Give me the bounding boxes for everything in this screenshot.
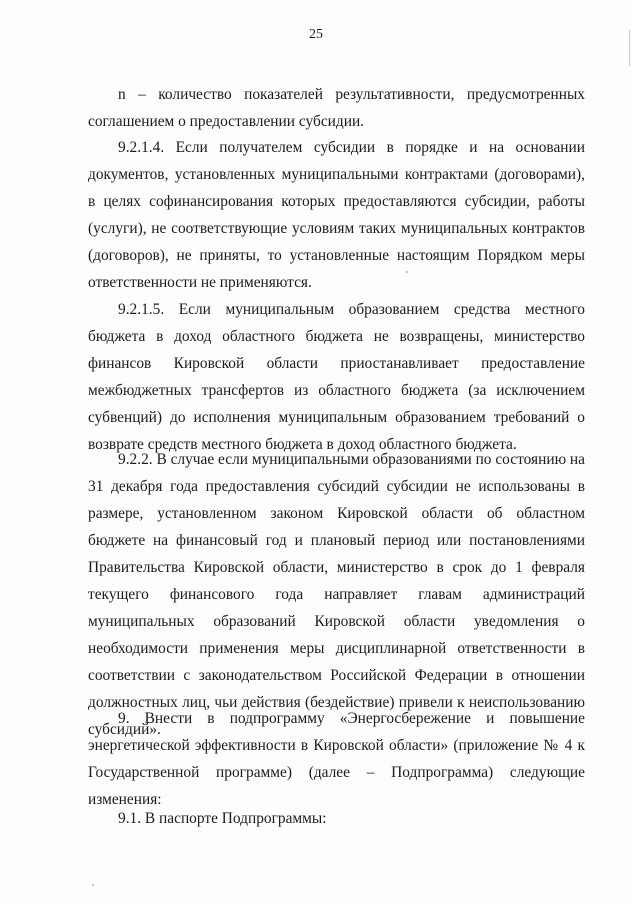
scan-speck xyxy=(406,271,408,273)
paragraph-1: n – количество показателей результативности, предусмотренных соглашением о предоставлении субсидии. xyxy=(88,86,585,130)
paragraph-9-1: 9.1. В паспорте Подпрограммы: xyxy=(118,810,327,827)
paragraph-9-2-1-5: 9.2.1.5. Если муниципальным образованием средства местного бюджета в доход областного бюджета не возвращены, министерство финансов Кировской области приостанавливает предоставление межбюджетных трансфертов из областного бюджета (за исключением субвенций) до исполнения муниципальным образованием требований о возврате средств местного бюджета в доход областного бюджета. xyxy=(88,301,585,453)
page-number: 25 xyxy=(309,27,323,42)
paragraph-9-2-2: 9.2.2. В случае если муниципальными образованиями по состоянию на 31 декабря года предоставления субсидий субсидии не использованы в размере, установленном законом Кировской области об областном бюджете на финансовый год и плановый период или постановлениями Правительства Кировской области, министерство в срок до 1 февраля текущего финансового года направляет главам администраций муниципальных образований Кировской области уведомления о необходимости применения меры дисциплинарной ответственности в соответствии с законодательством Российской Федерации в отношении должностных лиц, чьи действия (бездействие) привели к неиспользованию субсидий». xyxy=(88,451,585,738)
paragraph-9: 9. Внести в подпрограмму «Энергосбережение и повышение энергетической эффективности в Кировской области» (приложение № 4 к Государственной программе) (далее – Подпрограмма) следующие изменения: xyxy=(88,710,585,808)
paragraph-9-2-1-4: 9.2.1.4. Если получателем субсидии в порядке и на основании документов, установленных муниципальными контрактами (договорами), в целях софинансирования которых предоставляются субсидии, работы (услуги), не соответствующие условиям таких муниципальных контрактов (договоров), не приняты, то установленные настоящим Порядком меры ответственности не применяются. xyxy=(88,139,585,291)
scan-speck xyxy=(92,884,94,886)
